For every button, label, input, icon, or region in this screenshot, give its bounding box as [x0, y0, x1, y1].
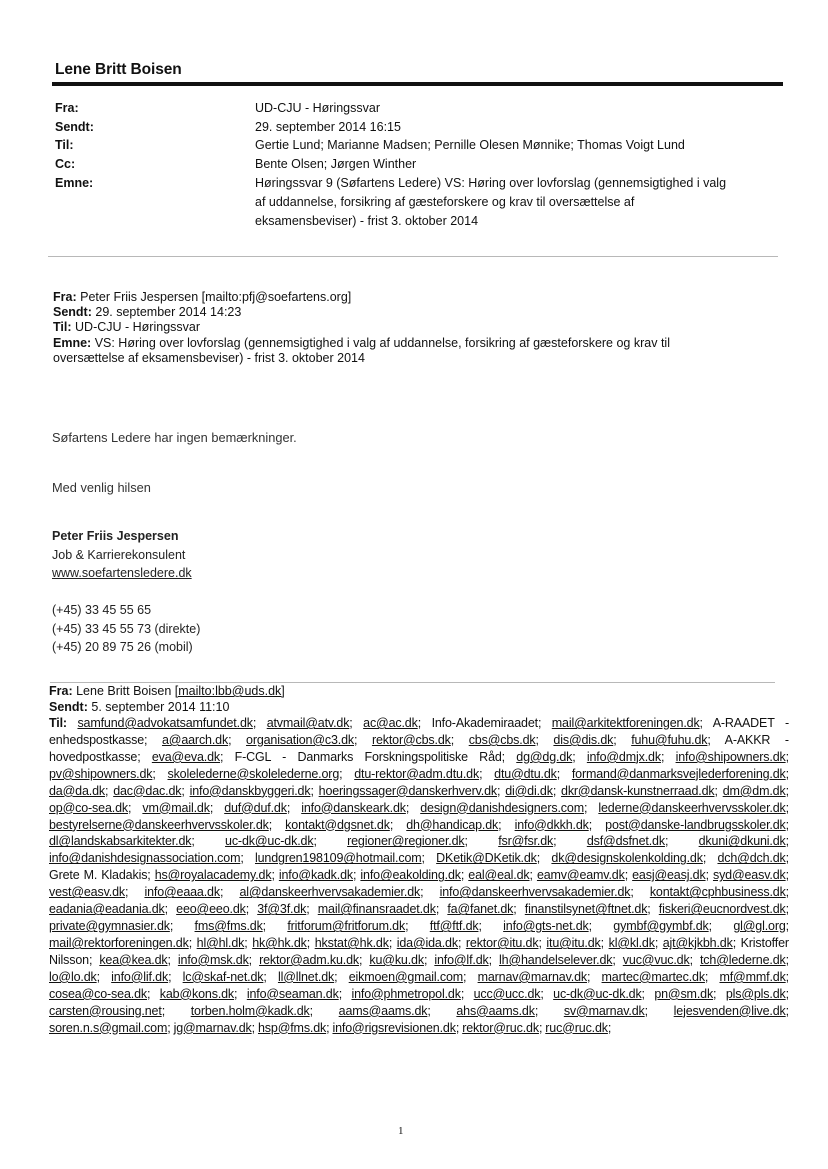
recipient-email-link[interactable]: rektor@itu.dk	[465, 935, 539, 950]
recipient-email-link[interactable]: eva@eva.dk	[151, 749, 221, 764]
original-divider	[50, 682, 775, 683]
recipient-email-link[interactable]: info@eakolding.dk	[360, 868, 461, 883]
recipient-email-link[interactable]: soren.n.s@gmail.com	[49, 1020, 168, 1035]
recipient-name: Info-Akademiraadet	[431, 716, 538, 730]
recipient-email-link[interactable]: design@danishdesigners.com	[420, 800, 584, 815]
recipient-email-link[interactable]: easj@easj.dk	[632, 868, 706, 883]
recipient-email-link[interactable]: dkr@dansk-kunstnerraad.dk	[561, 783, 715, 798]
recipient-email-link[interactable]: cbs@cbs.dk	[468, 732, 536, 747]
header-cc-value: Bente Olsen; Jørgen Winther	[255, 157, 417, 171]
recipient-email-link[interactable]: lederne@danskeerhvervsskoler.dk	[598, 800, 786, 815]
recipient-email-link[interactable]: mail@finansraadet.dk	[317, 902, 436, 917]
recipient-email-link[interactable]: info@danishdesignassociation.com	[49, 851, 241, 866]
recipient-email-link[interactable]: a@aarch.dk	[161, 732, 229, 747]
mailbox-owner-name: Lene Britt Boisen	[55, 61, 182, 78]
recipient-email-link[interactable]: lc@skaf-net.dk	[182, 969, 264, 984]
forward-subject-row	[53, 336, 793, 351]
recipient-email-link[interactable]: ahs@aams.dk	[456, 1003, 535, 1018]
header-from-label: Fra:	[55, 101, 79, 115]
recipient-email-link[interactable]: di@di.dk	[505, 783, 553, 798]
recipient-email-link[interactable]: uc-dk@uc-dk.dk	[225, 834, 314, 849]
recipient-email-link[interactable]: info@dmjx.dk	[586, 749, 661, 764]
recipient-email-link[interactable]: eadania@eadania.dk	[49, 902, 165, 917]
recipient-email-link[interactable]: eikmoen@gmail.com	[348, 969, 464, 984]
header-to-value: Gertie Lund; Marianne Madsen; Pernille Olesen Mønnike; Thomas Voigt Lund	[255, 138, 685, 152]
recipient-email-link[interactable]: vest@easv.dk	[49, 885, 125, 900]
recipient-email-link[interactable]: info@danskeark.dk	[301, 800, 406, 815]
recipient-email-link[interactable]: private@gymnasier.dk	[49, 919, 170, 934]
recipient-email-link[interactable]: tch@lederne.dk	[699, 952, 786, 967]
recipient-email-link[interactable]: post@danske-landbrugsskoler.dk	[605, 817, 786, 832]
recipient-email-link[interactable]: da@da.dk	[49, 783, 105, 798]
forward-from-value: Peter Friis Jespersen [mailto:pfj@soefartens.org]	[80, 290, 352, 304]
signature-phone-2: (+45) 33 45 55 73 (direkte)	[52, 621, 201, 636]
recipient-email-link[interactable]: vuc@vuc.dk	[622, 952, 690, 967]
owner-divider	[52, 82, 783, 86]
forward-divider	[48, 256, 778, 257]
recipient-email-link[interactable]: dg@dg.dk	[516, 749, 573, 764]
original-from-row	[49, 684, 789, 700]
original-from-mailto-link[interactable]: [mailto:lbb@uds.dk]	[174, 684, 285, 698]
recipient-email-link[interactable]: lh@handelselever.dk	[499, 952, 613, 967]
recipient-name: A-RAADET - enhedspostkasse	[49, 716, 790, 747]
recipient-email-link[interactable]: regioner@regioner.dk	[347, 834, 465, 849]
recipient-email-link[interactable]: gl@gl.org	[733, 919, 786, 934]
recipient-email-link[interactable]: aams@aams.dk	[338, 1003, 428, 1018]
recipient-email-link[interactable]: dtu-rektor@adm.dtu.dk	[354, 766, 480, 781]
recipient-email-link[interactable]: hoeringssager@danskerhverv.dk	[318, 783, 497, 798]
recipient-email-link[interactable]: info@danskbyggeri.dk	[189, 783, 311, 798]
message-body: Søfartens Ledere har ingen bemærkninger.	[52, 430, 297, 445]
recipient-email-link[interactable]: dl@landskabsarkitekter.dk	[49, 834, 192, 849]
recipient-email-link[interactable]: hl@hl.dk	[196, 935, 245, 950]
recipient-email-link[interactable]: dk@designskolenkolding.dk	[551, 851, 703, 866]
recipient-email-link[interactable]: dh@handicap.dk	[406, 817, 499, 832]
recipient-email-link[interactable]: info@gts-net.dk	[503, 919, 589, 934]
recipient-email-link[interactable]: info@rigsrevisionen.dk	[332, 1020, 456, 1035]
recipient-email-link[interactable]: DKetik@DKetik.dk	[436, 851, 537, 866]
forward-header	[53, 290, 793, 366]
recipient-email-link[interactable]: pn@sm.dk	[654, 986, 714, 1001]
recipient-email-link[interactable]: mail@rektorforeningen.dk	[49, 935, 189, 950]
recipient-email-link[interactable]: ll@llnet.dk	[277, 969, 335, 984]
recipient-email-link[interactable]: vm@mail.dk	[142, 800, 210, 815]
recipient-email-link[interactable]: fiskeri@eucnordvest.dk	[658, 902, 786, 917]
signature-phone-1: (+45) 33 45 55 65	[52, 603, 152, 617]
recipient-email-link[interactable]: ucc@ucc.dk	[473, 986, 541, 1001]
recipient-name: A-AKKR - hovedpostkasse	[49, 732, 789, 764]
recipient-name: F-CGL - Danmarks Forskningspolitiske Råd	[234, 749, 502, 764]
recipient-email-link[interactable]: ida@ida.dk	[396, 935, 458, 950]
recipient-email-link[interactable]: kea@kea.dk	[99, 952, 168, 967]
header-subject-line-2: af uddannelse, forsikring af gæsteforskere og krav til oversættelse af	[255, 195, 635, 209]
recipient-email-link[interactable]: torben.holm@kadk.dk	[190, 1003, 310, 1018]
recipient-email-link[interactable]: pv@shipowners.dk	[49, 766, 153, 781]
recipient-list: Til: samfund@advokatsamfundet.dk; atvmail@atv.dk; ac@ac.dk; Info-Akademiraadet; mail@arkitektforeningen.dk; A-RAADET - enhedspostkasse; a@aarch.dk; organisation@c3.dk; rektor@cbs.dk; cbs@cbs.dk; dis@dis.dk; fuhu@fuhu.dk; A-AKKR - hovedpostkasse; eva@eva.dk; F-CGL - Danmarks Forskningspolitiske Råd; dg@dg.dk; info@dmjx.dk; info@shipowners.dk; pv@shipowners.dk; skolelederne@skolelederne.org; dtu-rektor@adm.dtu.dk; dtu@dtu.dk; formand@danmarksvejlederforening.dk; da@da.dk; dac@dac.dk; info@danskbyggeri.dk; hoeringssager@danskerhverv.dk; di@di.dk; dkr@dansk-kunstnerraad.dk; dm@dm.dk; op@co-sea.dk; vm@mail.dk; duf@duf.dk; info@danskeark.dk; design@danishdesigners.com; lederne@danskeerhvervsskoler.dk; bestyrelserne@danskeerhvervsskoler.dk; kontakt@dgsnet.dk; dh@handicap.dk; info@dkkh.dk; post@danske-landbrugsskoler.dk; dl@landskabsarkitekter.dk; uc-dk@uc-dk.dk; regioner@regioner.dk; fsr@fsr.dk; dsf@dsfnet.dk; dkuni@dkuni.dk; info@danishdesignassociation.com; lundgren198109@hotmail.com; DKetik@DKetik.dk; dk@designskolenkolding.dk; dch@dch.dk; Grete M. Kladakis; hs@royalacademy.dk; info@kadk.dk; info@eakolding.dk; eal@eal.dk; eamv@eamv.dk; easj@easj.dk; syd@easv.dk; vest@easv.dk; info@eaaa.dk; al@danskeerhvervsakademier.dk; info@danskeerhvervsakademier.dk; kontakt@cphbusiness.dk; eadania@eadania.dk; eeo@eeo.dk; 3f@3f.dk; mail@finansraadet.dk; fa@fanet.dk; finanstilsynet@ftnet.dk; fiskeri@eucnordvest.dk; private@gymnasier.dk; fms@fms.dk; fritforum@fritforum.dk; ftf@ftf.dk; info@gts-net.dk; gymbf@gymbf.dk; gl@gl.org; mail@rektorforeningen.dk; hl@hl.dk; hk@hk.dk; hkstat@hk.dk; ida@ida.dk; rektor@itu.dk; itu@itu.dk; kl@kl.dk; ajt@kjkbh.dk; Kristoffer Nilsson; kea@kea.dk; info@msk.dk; rektor@adm.ku.dk; ku@ku.dk; info@lf.dk; lh@handelselever.dk; vuc@vuc.dk; tch@lederne.dk; lo@lo.dk; info@lif.dk; lc@skaf-net.dk; ll@llnet.dk; eikmoen@gmail.com; marnav@marnav.dk; martec@martec.dk; mf@mmf.dk; cosea@co-sea.dk; kab@kons.dk; info@seaman.dk; info@phmetropol.dk; ucc@ucc.dk; uc-dk@uc-dk.dk; pn@sm.dk; pls@pls.dk; carsten@rousing.net; torben.holm@kadk.dk; aams@aams.dk; ahs@aams.dk; sv@marnav.dk; lejesvenden@live.dk; soren.n.s@gmail.com; jg@marnav.dk; hsp@fms.dk; info@rigsrevisionen.dk; rektor@ruc.dk; ruc@ruc.dk;	[49, 716, 790, 1035]
recipient-email-link[interactable]: finanstilsynet@ftnet.dk	[524, 902, 648, 917]
original-to-label: Til:	[49, 716, 67, 730]
recipient-email-link[interactable]: dac@dac.dk	[113, 783, 182, 798]
recipient-email-link[interactable]: ku@ku.dk	[369, 952, 424, 967]
signature-name: Peter Friis Jespersen	[52, 529, 179, 543]
recipient-email-link[interactable]: ftf@ftf.dk	[429, 919, 479, 934]
forward-sent-label: Sendt:	[53, 305, 92, 320]
forward-to-value: UD-CJU - Høringssvar	[75, 320, 201, 335]
recipient-email-link[interactable]: info@danskeerhvervsakademier.dk	[439, 885, 631, 900]
recipient-email-link[interactable]: dm@dm.dk	[722, 783, 786, 798]
forward-from-label: Fra:	[53, 290, 77, 304]
original-sent-value: 5. september 2014 11:10	[91, 699, 230, 714]
recipient-email-link[interactable]: carsten@rousing.net	[49, 1003, 162, 1018]
recipient-email-link[interactable]: fsr@fsr.dk	[498, 834, 554, 849]
recipient-email-link[interactable]: fuhu@fuhu.dk	[631, 732, 708, 747]
page-number: 1	[398, 1125, 404, 1137]
recipient-email-link[interactable]: samfund@advokatsamfundet.dk	[77, 716, 253, 730]
recipient-email-link[interactable]: kontakt@cphbusiness.dk	[649, 885, 786, 900]
original-sent-label: Sendt:	[49, 699, 88, 714]
recipient-name: Kristoffer Nilsson	[49, 935, 789, 967]
recipient-email-link[interactable]: bestyrelserne@danskeerhvervsskoler.dk	[49, 817, 269, 832]
recipient-email-link[interactable]: rektor@ruc.dk	[462, 1020, 539, 1035]
recipient-email-link[interactable]: rektor@cbs.dk	[371, 732, 451, 747]
header-subject-line-3: eksamensbeviser) - frist 3. oktober 2014	[255, 214, 479, 228]
recipient-email-link[interactable]: eal@eal.dk	[468, 868, 530, 883]
recipient-email-link[interactable]: hsp@fms.dk	[257, 1020, 327, 1035]
recipient-email-link[interactable]: info@dkkh.dk	[514, 817, 589, 832]
original-from-value: Lene Britt Boisen	[76, 684, 175, 698]
recipient-email-link[interactable]: lejesvenden@live.dk	[673, 1003, 786, 1018]
original-sent-row	[49, 700, 789, 716]
signature-phones	[52, 601, 200, 657]
recipient-email-link[interactable]: martec@martec.dk	[601, 969, 705, 984]
recipient-email-link[interactable]: info@msk.dk	[177, 952, 249, 967]
recipient-email-link[interactable]: dkuni@dkuni.dk	[698, 834, 786, 849]
recipient-email-link[interactable]: ruc@ruc.dk	[545, 1020, 608, 1035]
forward-from-row	[53, 290, 793, 305]
recipient-email-link[interactable]: eamv@eamv.dk	[536, 868, 625, 883]
recipient-email-link[interactable]: pls@pls.dk	[725, 986, 786, 1001]
original-from-label: Fra:	[49, 684, 73, 698]
recipient-email-link[interactable]: hk@hk.dk	[252, 935, 307, 950]
recipient-email-link[interactable]: ajt@kjkbh.dk	[662, 935, 733, 950]
recipient-email-link[interactable]: info@lif.dk	[111, 969, 169, 984]
recipient-email-link[interactable]: syd@easv.dk	[712, 868, 786, 883]
recipient-email-link[interactable]: uc-dk@uc-dk.dk	[553, 986, 642, 1001]
forward-subject-line-1: VS: Høring over lovforslag (gennemsigtighed i valg af uddannelse, forsikring af gæsteforskere og krav til	[94, 335, 670, 350]
signature-website-link[interactable]: www.soefartensledere.dk	[52, 566, 192, 580]
recipient-email-link[interactable]: fa@fanet.dk	[447, 902, 514, 917]
header-sent-value: 29. september 2014 16:15	[255, 120, 401, 134]
recipient-email-link[interactable]: dsf@dsfnet.dk	[586, 834, 665, 849]
forward-subject-row-2	[53, 351, 793, 366]
recipient-email-link[interactable]: lundgren198109@hotmail.com	[254, 851, 422, 866]
recipient-email-link[interactable]: eeo@eeo.dk	[176, 902, 246, 917]
forward-subject-line-2: oversættelse af eksamensbeviser) - frist 3. oktober 2014	[53, 350, 365, 365]
recipient-email-link[interactable]: duf@duf.dk	[224, 800, 287, 815]
recipient-name: Grete M. Kladakis	[49, 868, 148, 883]
recipient-email-link[interactable]: jg@marnav.dk	[173, 1020, 252, 1035]
recipient-email-link[interactable]: mf@mmf.dk	[719, 969, 786, 984]
recipient-email-link[interactable]: marnav@marnav.dk	[477, 969, 587, 984]
recipient-email-link[interactable]: ac@ac.dk	[363, 716, 418, 730]
recipient-email-link[interactable]: cosea@co-sea.dk	[49, 986, 147, 1001]
header-cc-label: Cc:	[55, 157, 76, 171]
recipient-email-link[interactable]: lo@lo.dk	[49, 969, 97, 984]
recipient-email-link[interactable]: itu@itu.dk	[546, 935, 601, 950]
header-subject-label: Emne:	[55, 176, 94, 190]
header-sent-label: Sendt:	[55, 120, 94, 134]
recipient-email-link[interactable]: info@kadk.dk	[278, 868, 353, 883]
greeting: Med venlig hilsen	[52, 480, 151, 495]
forward-to-row	[53, 320, 793, 335]
recipient-email-link[interactable]: fritforum@fritforum.dk	[287, 919, 406, 934]
recipient-email-link[interactable]: formand@danmarksvejlederforening.dk	[571, 766, 786, 781]
recipient-email-link[interactable]: info@shipowners.dk	[675, 749, 786, 764]
forward-to-label: Til:	[53, 320, 72, 335]
recipient-email-link[interactable]: rektor@adm.ku.dk	[259, 952, 359, 967]
signature-title: Job & Karrierekonsulent	[52, 547, 186, 562]
recipient-email-link[interactable]: op@co-sea.dk	[49, 800, 128, 815]
recipient-email-link[interactable]: 3f@3f.dk	[257, 902, 307, 917]
signature-phone-3: (+45) 20 89 75 26 (mobil)	[52, 640, 193, 654]
forward-subject-label: Emne:	[53, 335, 92, 350]
recipient-email-link[interactable]: dch@dch.dk	[717, 851, 786, 866]
forward-sent-value: 29. september 2014 14:23	[95, 305, 242, 320]
recipient-email-link[interactable]: info@phmetropol.dk	[351, 986, 461, 1001]
recipient-email-link[interactable]: info@eaaa.dk	[144, 885, 220, 900]
signature-block	[52, 527, 192, 583]
recipient-email-link[interactable]: hkstat@hk.dk	[314, 935, 389, 950]
recipient-email-link[interactable]: skolelederne@skolelederne.org	[167, 766, 340, 781]
recipient-email-link[interactable]: kl@kl.dk	[608, 935, 655, 950]
recipient-email-link[interactable]: atvmail@atv.dk	[266, 716, 350, 730]
recipient-email-link[interactable]: hs@royalacademy.dk	[154, 868, 272, 883]
recipient-email-link[interactable]: dis@dis.dk	[553, 732, 614, 747]
recipient-email-link[interactable]: kontakt@dgsnet.dk	[285, 817, 390, 832]
recipient-email-link[interactable]: mail@arkitektforeningen.dk	[551, 716, 700, 730]
original-header	[49, 684, 789, 715]
recipient-email-link[interactable]: sv@marnav.dk	[563, 1003, 645, 1018]
header-from-value: UD-CJU - Høringssvar	[255, 101, 380, 115]
recipient-email-link[interactable]: dtu@dtu.dk	[494, 766, 557, 781]
header-subject-line-1: Høringssvar 9 (Søfartens Ledere) VS: Høring over lovforslag (gennemsigtighed i valg	[255, 176, 727, 190]
recipient-email-link[interactable]: gymbf@gymbf.dk	[613, 919, 709, 934]
recipient-email-link[interactable]: info@lf.dk	[434, 952, 489, 967]
forward-sent-row	[53, 305, 793, 320]
recipient-email-link[interactable]: fms@fms.dk	[194, 919, 263, 934]
recipient-email-link[interactable]: organisation@c3.dk	[246, 732, 354, 747]
recipient-email-link[interactable]: al@danskeerhvervsakademier.dk	[239, 885, 421, 900]
header-to-label: Til:	[55, 138, 74, 152]
recipient-email-link[interactable]: info@seaman.dk	[246, 986, 339, 1001]
recipient-email-link[interactable]: kab@kons.dk	[159, 986, 235, 1001]
